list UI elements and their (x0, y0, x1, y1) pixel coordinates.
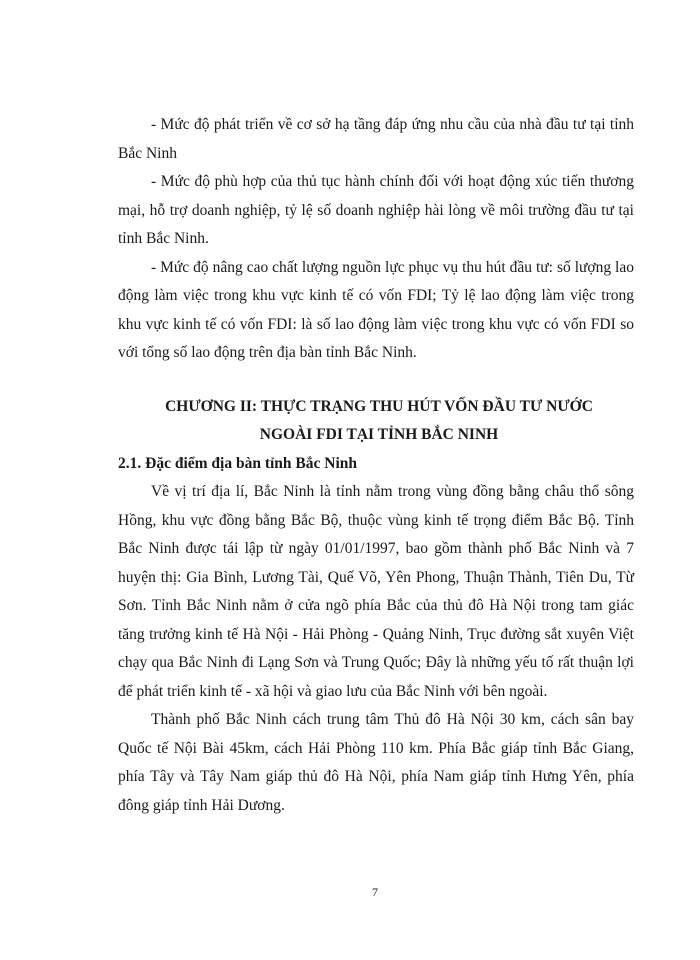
body-paragraph: Thành phố Bắc Ninh cách trung tâm Thủ đô Hà Nội 30 km, cách sân bay Quốc tế Nội Bài 45km, cách Hải Phòng 110 km. Phía Bắc giáp tỉnh Bắc Giang, phía Tây và Tây Nam giáp thủ đô Hà Nội, phía Nam giáp tỉnh Hưng Yên, phía đông giáp tỉnh Hải Dương. (118, 711, 634, 814)
chapter-title-line: CHƯƠNG II: THỰC TRẠNG THU HÚT VỐN ĐẦU TƯ NƯỚC (165, 397, 593, 415)
body-paragraph: - Mức độ nâng cao chất lượng nguồn lực phục vụ thu hút đầu tư: số lượng lao động làm việc trong khu vực kinh tế có vốn FDI; Tỷ lệ lao động làm việc trong khu vực kinh tế có vốn FDI: là số lao động làm việc trong khu vực có vốn FDI so với tổng số lao động trên địa bàn tỉnh Bắc Ninh. (118, 258, 634, 361)
body-paragraph: - Mức độ phát triển về cơ sở hạ tầng đáp ứng nhu cầu của nhà đầu tư tại tỉnh Bắc Ninh (118, 116, 634, 162)
chapter-title-line: NGOÀI FDI TẠI TỈNH BẮC NINH (259, 426, 499, 443)
body-paragraph: Về vị trí địa lí, Bắc Ninh là tỉnh nằm trong vùng đồng bằng châu thổ sông Hồng, khu vực đồng bằng Bắc Bộ, thuộc vùng kinh tế trọng điểm Bắc Bộ. Tỉnh Bắc Ninh được tái lập từ ngày 01/01/1997, bao gồm thành phố Bắc Ninh và 7 huyện thị: Gia Bình, Lương Tài, Quế Võ, Yên Phong, Thuận Thành, Tiên Du, Từ Sơn. Tỉnh Bắc Ninh nằm ở cửa ngõ phía Bắc của thủ đô Hà Nội trong tam giác tăng trưởng kinh tế Hà Nội - Hải Phòng - Quảng Ninh, Trục đường sắt xuyên Việt chạy qua Bắc Ninh đi Lạng Sơn và Trung Quốc; Đây là những yếu tố rất thuận lợi để phát triển kinh tế - xã hội và giao lưu của Bắc Ninh với bên ngoài. (118, 483, 634, 700)
section-heading: 2.1. Đặc điểm địa bàn tỉnh Bắc Ninh (118, 454, 358, 472)
page-content (118, 111, 634, 820)
page-number: 7 (372, 885, 378, 899)
body-paragraph: - Mức độ phù hợp của thủ tục hành chính đối với hoạt động xúc tiến thương mại, hỗ trợ doanh nghiệp, tỷ lệ số doanh nghiệp hài lòng về môi trường đầu tư tại tỉnh Bắc Ninh. (118, 173, 634, 247)
chapter-title (118, 393, 634, 450)
